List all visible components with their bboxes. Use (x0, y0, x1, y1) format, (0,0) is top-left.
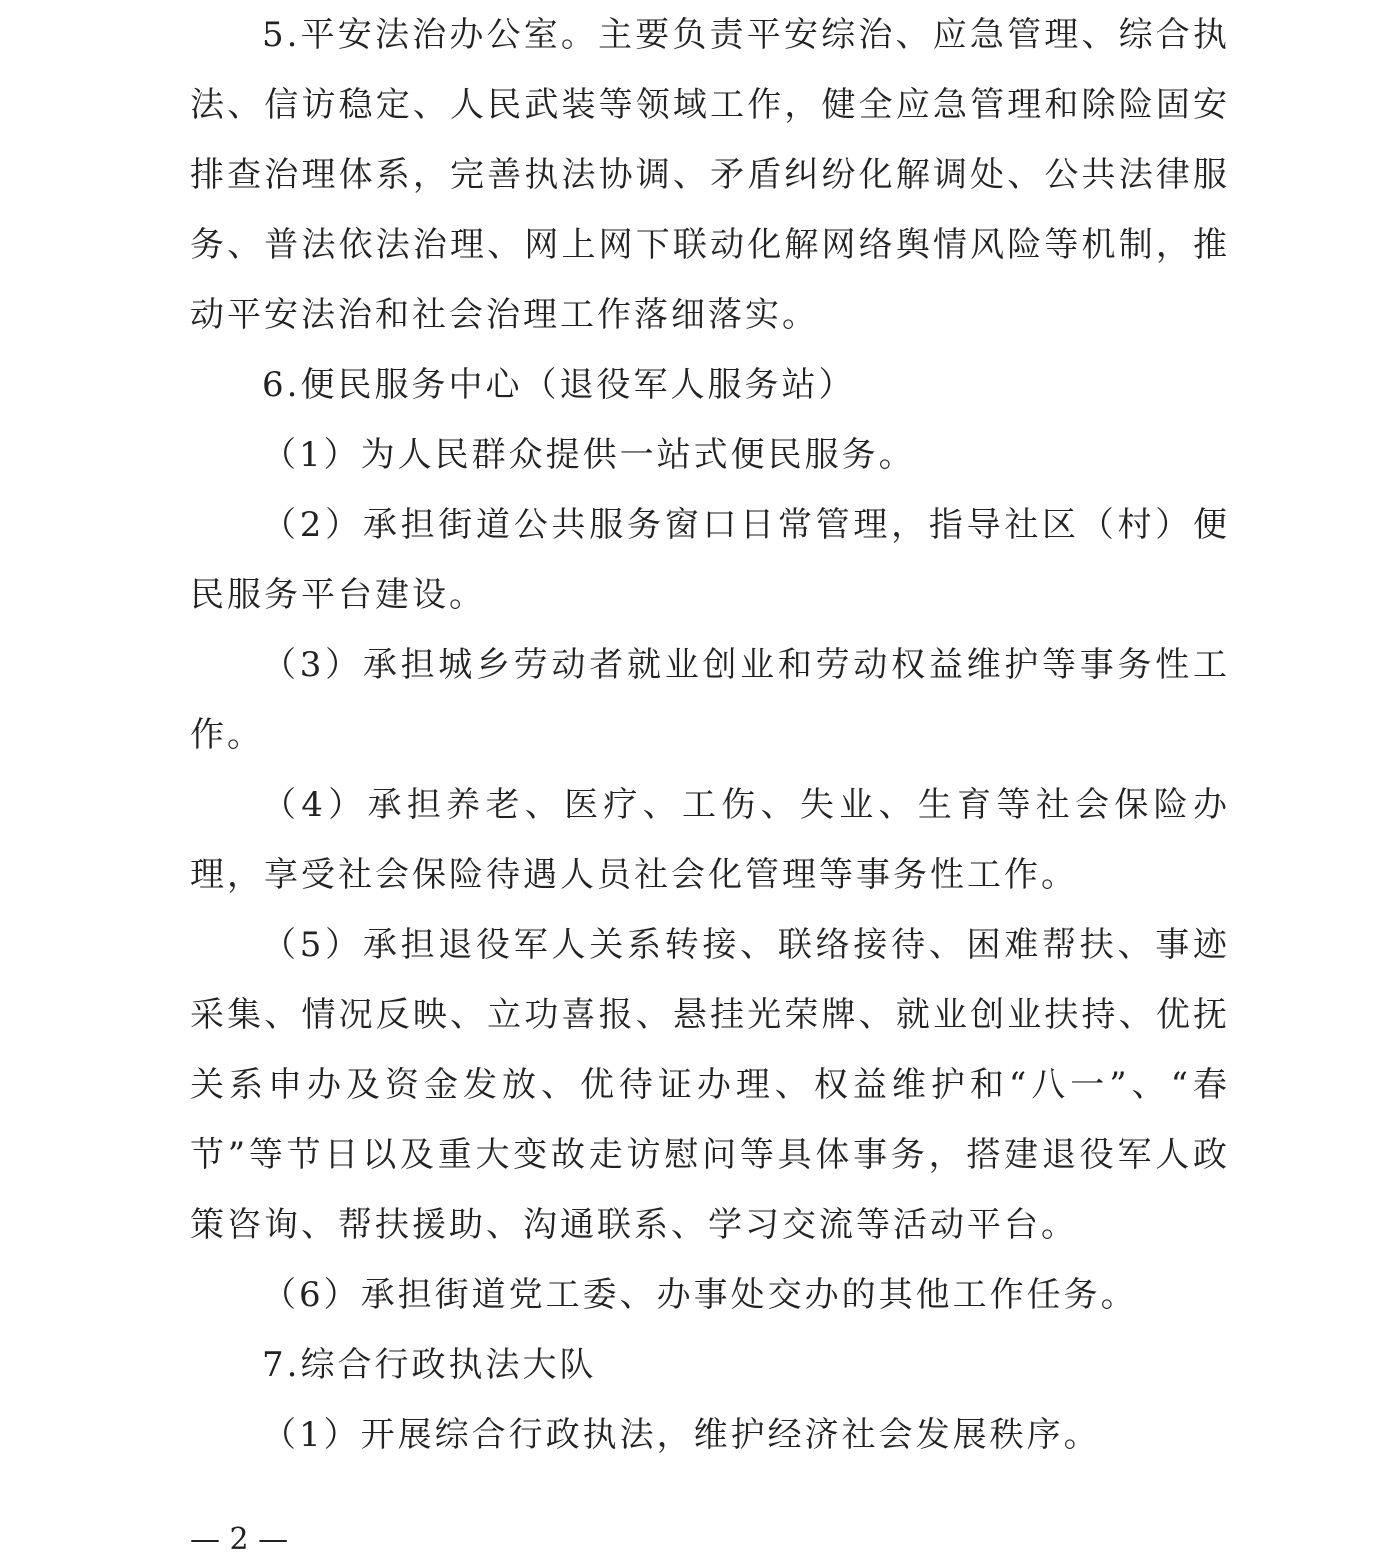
paragraph-office-5: 5.平安法治办公室。主要负责平安综治、应急管理、综合执法、信访稳定、人民武装等领域工作，健全应急管理和除险固安排查治理体系，完善执法协调、矛盾纠纷化解调处、公共法律服务、普法依法治理、网上网下联动化解网络舆情风险等机制，推动平安法治和社会治理工作落细落实。 (190, 15, 1230, 335)
paragraph-6-item-5: （5）承担退役军人关系转接、联络接待、困难帮扶、事迹采集、情况反映、立功喜报、悬挂光荣牌、就业创业扶持、优抚关系申办及资金发放、优待证办理、权益维护和“八一”、“春节”等节日以及重大变故走访慰问等具体事务，搭建退役军人政策咨询、帮扶援助、沟通联系、学习交流等活动平台。 (190, 925, 1230, 1245)
paragraph-6-item-6: （6）承担街道党工委、办事处交办的其他工作任务。 (262, 1275, 1138, 1315)
document-body (190, 0, 1230, 1470)
paragraph-6-item-4: （4）承担养老、医疗、工伤、失业、生育等社会保险办理，享受社会保险待遇人员社会化管理等事务性工作。 (190, 785, 1230, 895)
paragraph-6-item-1: （1）为人民群众提供一站式便民服务。 (262, 435, 916, 475)
paragraph-7-item-1: （1）开展综合行政执法，维护经济社会发展秩序。 (262, 1415, 1101, 1455)
page-number: — 2 — (190, 1522, 289, 1557)
paragraph-6-item-2: （2）承担街道公共服务窗口日常管理，指导社区（村）便民服务平台建设。 (190, 505, 1230, 615)
paragraph-6-item-3: （3）承担城乡劳动者就业创业和劳动权益维护等事务性工作。 (190, 645, 1230, 755)
paragraph-heading-7: 7.综合行政执法大队 (262, 1345, 597, 1385)
paragraph-heading-6: 6.便民服务中心（退役军人服务站） (262, 365, 856, 405)
